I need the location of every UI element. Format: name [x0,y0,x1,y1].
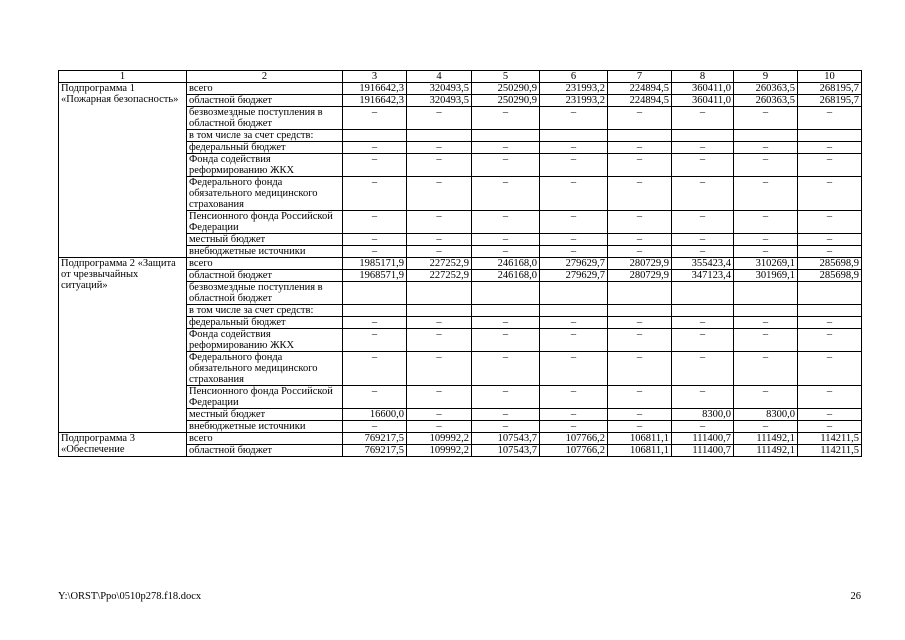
budget-value-cell: – [734,142,798,154]
budget-value-cell: – [407,317,472,329]
budget-value-cell: – [798,329,862,352]
budget-value-cell: – [672,246,734,258]
budget-value-cell: – [608,409,672,421]
funding-source-label: Фонда содействия реформированию ЖКХ [187,329,343,352]
budget-value-cell: – [472,234,540,246]
budget-value-cell: 107543,7 [472,433,540,445]
budget-value-cell: – [798,386,862,409]
budget-value-cell: 285698,9 [798,270,862,282]
budget-value-cell: – [540,246,608,258]
budget-value-cell: 310269,1 [734,258,798,270]
funding-source-label: в том числе за счет средств: [187,130,343,142]
budget-value-cell: 260363,5 [734,95,798,107]
funding-source-label: областной бюджет [187,270,343,282]
budget-value-cell: – [734,329,798,352]
budget-value-cell: – [672,142,734,154]
budget-value-cell: – [734,246,798,258]
funding-source-label: безвозмездные поступления в областной бюджет [187,107,343,130]
table-row [59,83,862,95]
budget-value-cell: 8300,0 [734,409,798,421]
budget-value-cell: – [798,352,862,386]
budget-value-cell: – [407,142,472,154]
budget-value-cell: 231993,2 [540,95,608,107]
budget-value-cell [672,130,734,142]
column-number-header: 5 [472,71,540,83]
budget-value-cell [540,130,608,142]
budget-value-cell: – [540,107,608,130]
budget-value-cell: – [407,352,472,386]
budget-value-cell: 347123,4 [672,270,734,282]
budget-value-cell [343,305,407,317]
budget-value-cell: – [343,234,407,246]
budget-value-cell: 106811,1 [608,433,672,445]
budget-value-cell: – [407,246,472,258]
budget-value-cell: 260363,5 [734,83,798,95]
budget-value-cell: – [798,317,862,329]
budget-value-cell: 279629,7 [540,270,608,282]
funding-source-label: федеральный бюджет [187,317,343,329]
budget-value-cell: – [407,211,472,234]
budget-value-cell [672,305,734,317]
budget-value-cell: – [672,211,734,234]
budget-value-cell [472,130,540,142]
budget-value-cell: 227252,9 [407,270,472,282]
funding-source-label: областной бюджет [187,95,343,107]
budget-table [58,70,862,457]
budget-value-cell: – [672,386,734,409]
budget-value-cell: – [540,421,608,433]
budget-value-cell: 114211,5 [798,445,862,457]
budget-value-cell: – [798,409,862,421]
budget-value-cell: 111492,1 [734,445,798,457]
budget-value-cell: – [407,177,472,211]
budget-value-cell [407,282,472,305]
budget-value-cell: 109992,2 [407,433,472,445]
budget-value-cell: 360411,0 [672,95,734,107]
budget-value-cell: – [407,107,472,130]
budget-value-cell: – [734,107,798,130]
funding-source-label: Пенсионного фонда Российской Федерации [187,211,343,234]
budget-value-cell: – [608,329,672,352]
budget-value-cell [343,282,407,305]
budget-value-cell: – [407,409,472,421]
header-row [59,71,862,83]
budget-value-cell: 107766,2 [540,445,608,457]
budget-value-cell [608,305,672,317]
budget-value-cell: 107543,7 [472,445,540,457]
budget-value-cell: – [472,421,540,433]
budget-value-cell: – [540,142,608,154]
budget-value-cell: – [540,386,608,409]
budget-value-cell: – [734,421,798,433]
funding-source-label: внебюджетные источники [187,246,343,258]
budget-value-cell: 227252,9 [407,258,472,270]
budget-value-cell [407,130,472,142]
column-number-header: 1 [59,71,187,83]
budget-value-cell: – [608,107,672,130]
budget-value-cell: 111400,7 [672,445,734,457]
budget-value-cell: – [734,352,798,386]
budget-value-cell: 268195,7 [798,95,862,107]
budget-value-cell: – [540,211,608,234]
budget-value-cell: 16600,0 [343,409,407,421]
budget-value-cell: – [734,211,798,234]
funding-source-label: Фонда содействия реформированию ЖКХ [187,154,343,177]
budget-value-cell [798,305,862,317]
budget-value-cell: 111400,7 [672,433,734,445]
funding-source-label: в том числе за счет средств: [187,305,343,317]
budget-value-cell: – [540,317,608,329]
budget-value-cell [608,282,672,305]
budget-value-cell: – [343,352,407,386]
funding-source-label: Пенсионного фонда Российской Федерации [187,386,343,409]
budget-value-cell: – [540,352,608,386]
budget-value-cell: – [608,142,672,154]
subprogram-title: Подпрограмма 2 «Защита от чрезвычайных ситуаций» [59,258,187,433]
funding-source-label: всего [187,258,343,270]
budget-value-cell: – [608,386,672,409]
column-number-header: 2 [187,71,343,83]
funding-source-label: безвозмездные поступления в областной бюджет [187,282,343,305]
budget-value-cell: 1968571,9 [343,270,407,282]
budget-value-cell [672,282,734,305]
budget-value-cell: – [472,329,540,352]
budget-value-cell: 320493,5 [407,95,472,107]
budget-value-cell: – [798,154,862,177]
budget-value-cell: – [734,177,798,211]
budget-value-cell: – [343,154,407,177]
budget-value-cell: 355423,4 [672,258,734,270]
budget-value-cell: – [343,142,407,154]
budget-value-cell: – [734,234,798,246]
budget-value-cell: 769217,5 [343,433,407,445]
budget-value-cell: – [734,317,798,329]
budget-value-cell: – [798,421,862,433]
budget-value-cell: – [472,211,540,234]
column-number-header: 10 [798,71,862,83]
column-number-header: 9 [734,71,798,83]
budget-value-cell [608,130,672,142]
budget-value-cell: – [608,317,672,329]
budget-value-cell: 114211,5 [798,433,862,445]
column-number-header: 3 [343,71,407,83]
budget-value-cell: 360411,0 [672,83,734,95]
budget-value-cell: – [343,107,407,130]
budget-value-cell: – [734,386,798,409]
page-number: 26 [850,591,861,602]
budget-value-cell: 246168,0 [472,258,540,270]
budget-value-cell: – [407,421,472,433]
budget-value-cell: – [472,154,540,177]
budget-value-cell: – [343,317,407,329]
budget-value-cell: 280729,9 [608,258,672,270]
budget-value-cell: – [672,352,734,386]
budget-value-cell [472,305,540,317]
budget-value-cell: 1985171,9 [343,258,407,270]
budget-value-cell: – [407,234,472,246]
budget-value-cell: – [672,107,734,130]
budget-value-cell: 279629,7 [540,258,608,270]
budget-value-cell [343,130,407,142]
budget-value-cell: – [472,317,540,329]
funding-source-label: местный бюджет [187,409,343,421]
budget-value-cell: – [472,409,540,421]
budget-value-cell: – [798,246,862,258]
funding-source-label: всего [187,83,343,95]
budget-value-cell: – [798,211,862,234]
budget-value-cell: – [472,352,540,386]
budget-value-cell: – [608,352,672,386]
budget-value-cell [734,305,798,317]
budget-value-cell: – [343,421,407,433]
budget-value-cell: 246168,0 [472,270,540,282]
budget-value-cell: – [407,329,472,352]
subprogram-title: Подпрограмма 3 «Обеспечение [59,433,187,457]
budget-value-cell: 1916642,3 [343,95,407,107]
table-row [59,433,862,445]
budget-value-cell: – [798,142,862,154]
budget-value-cell: – [472,177,540,211]
budget-value-cell: – [472,386,540,409]
budget-value-cell: 106811,1 [608,445,672,457]
budget-value-cell: 769217,5 [343,445,407,457]
budget-value-cell: – [798,177,862,211]
budget-value-cell: – [540,234,608,246]
budget-value-cell: 280729,9 [608,270,672,282]
budget-value-cell: – [672,421,734,433]
budget-value-cell: – [672,177,734,211]
budget-value-cell [734,282,798,305]
budget-value-cell: – [608,421,672,433]
budget-value-cell: – [608,154,672,177]
budget-value-cell: – [798,234,862,246]
budget-value-cell: – [608,246,672,258]
budget-value-cell [798,130,862,142]
funding-source-label: всего [187,433,343,445]
budget-value-cell: – [472,107,540,130]
budget-value-cell [734,130,798,142]
budget-value-cell: – [608,234,672,246]
budget-value-cell: 268195,7 [798,83,862,95]
budget-value-cell: 107766,2 [540,433,608,445]
budget-value-cell: 301969,1 [734,270,798,282]
budget-value-cell: 224894,5 [608,83,672,95]
budget-value-cell: – [472,142,540,154]
budget-value-cell: 320493,5 [407,83,472,95]
budget-value-cell: – [734,154,798,177]
budget-value-cell: 8300,0 [672,409,734,421]
budget-value-cell: – [343,386,407,409]
column-number-header: 7 [608,71,672,83]
budget-value-cell: – [608,177,672,211]
column-number-header: 4 [407,71,472,83]
budget-value-cell: 231993,2 [540,83,608,95]
column-number-header: 8 [672,71,734,83]
budget-value-cell: – [540,177,608,211]
budget-value-cell: – [672,329,734,352]
budget-value-cell: – [472,246,540,258]
budget-value-cell [540,282,608,305]
budget-value-cell: – [672,234,734,246]
table-row [59,258,862,270]
budget-value-cell: – [672,317,734,329]
budget-value-cell: – [540,409,608,421]
budget-value-cell: – [540,154,608,177]
budget-value-cell [407,305,472,317]
budget-value-cell: – [343,177,407,211]
budget-value-cell: 250290,9 [472,95,540,107]
budget-value-cell: 250290,9 [472,83,540,95]
funding-source-label: федеральный бюджет [187,142,343,154]
budget-value-cell: 285698,9 [798,258,862,270]
funding-source-label: Федерального фонда обязательного медицинского страхования [187,177,343,211]
budget-value-cell: – [343,246,407,258]
column-number-header: 6 [540,71,608,83]
budget-value-cell: – [672,154,734,177]
budget-value-cell [798,282,862,305]
budget-value-cell: – [540,329,608,352]
budget-value-cell: – [343,329,407,352]
subprogram-title: Подпрограмма 1 «Пожарная безопасность» [59,83,187,258]
budget-value-cell: – [343,211,407,234]
funding-source-label: внебюджетные источники [187,421,343,433]
budget-value-cell: – [407,386,472,409]
budget-value-cell: 109992,2 [407,445,472,457]
budget-value-cell: 111492,1 [734,433,798,445]
funding-source-label: местный бюджет [187,234,343,246]
funding-source-label: областной бюджет [187,445,343,457]
budget-value-cell: 1916642,3 [343,83,407,95]
funding-source-label: Федерального фонда обязательного медицинского страхования [187,352,343,386]
budget-value-cell: – [407,154,472,177]
file-path: Y:\ORST\Ppo\0510p278.f18.docx [58,591,202,602]
budget-value-cell [472,282,540,305]
budget-value-cell: 224894,5 [608,95,672,107]
budget-value-cell [540,305,608,317]
budget-value-cell: – [798,107,862,130]
budget-value-cell: – [608,211,672,234]
